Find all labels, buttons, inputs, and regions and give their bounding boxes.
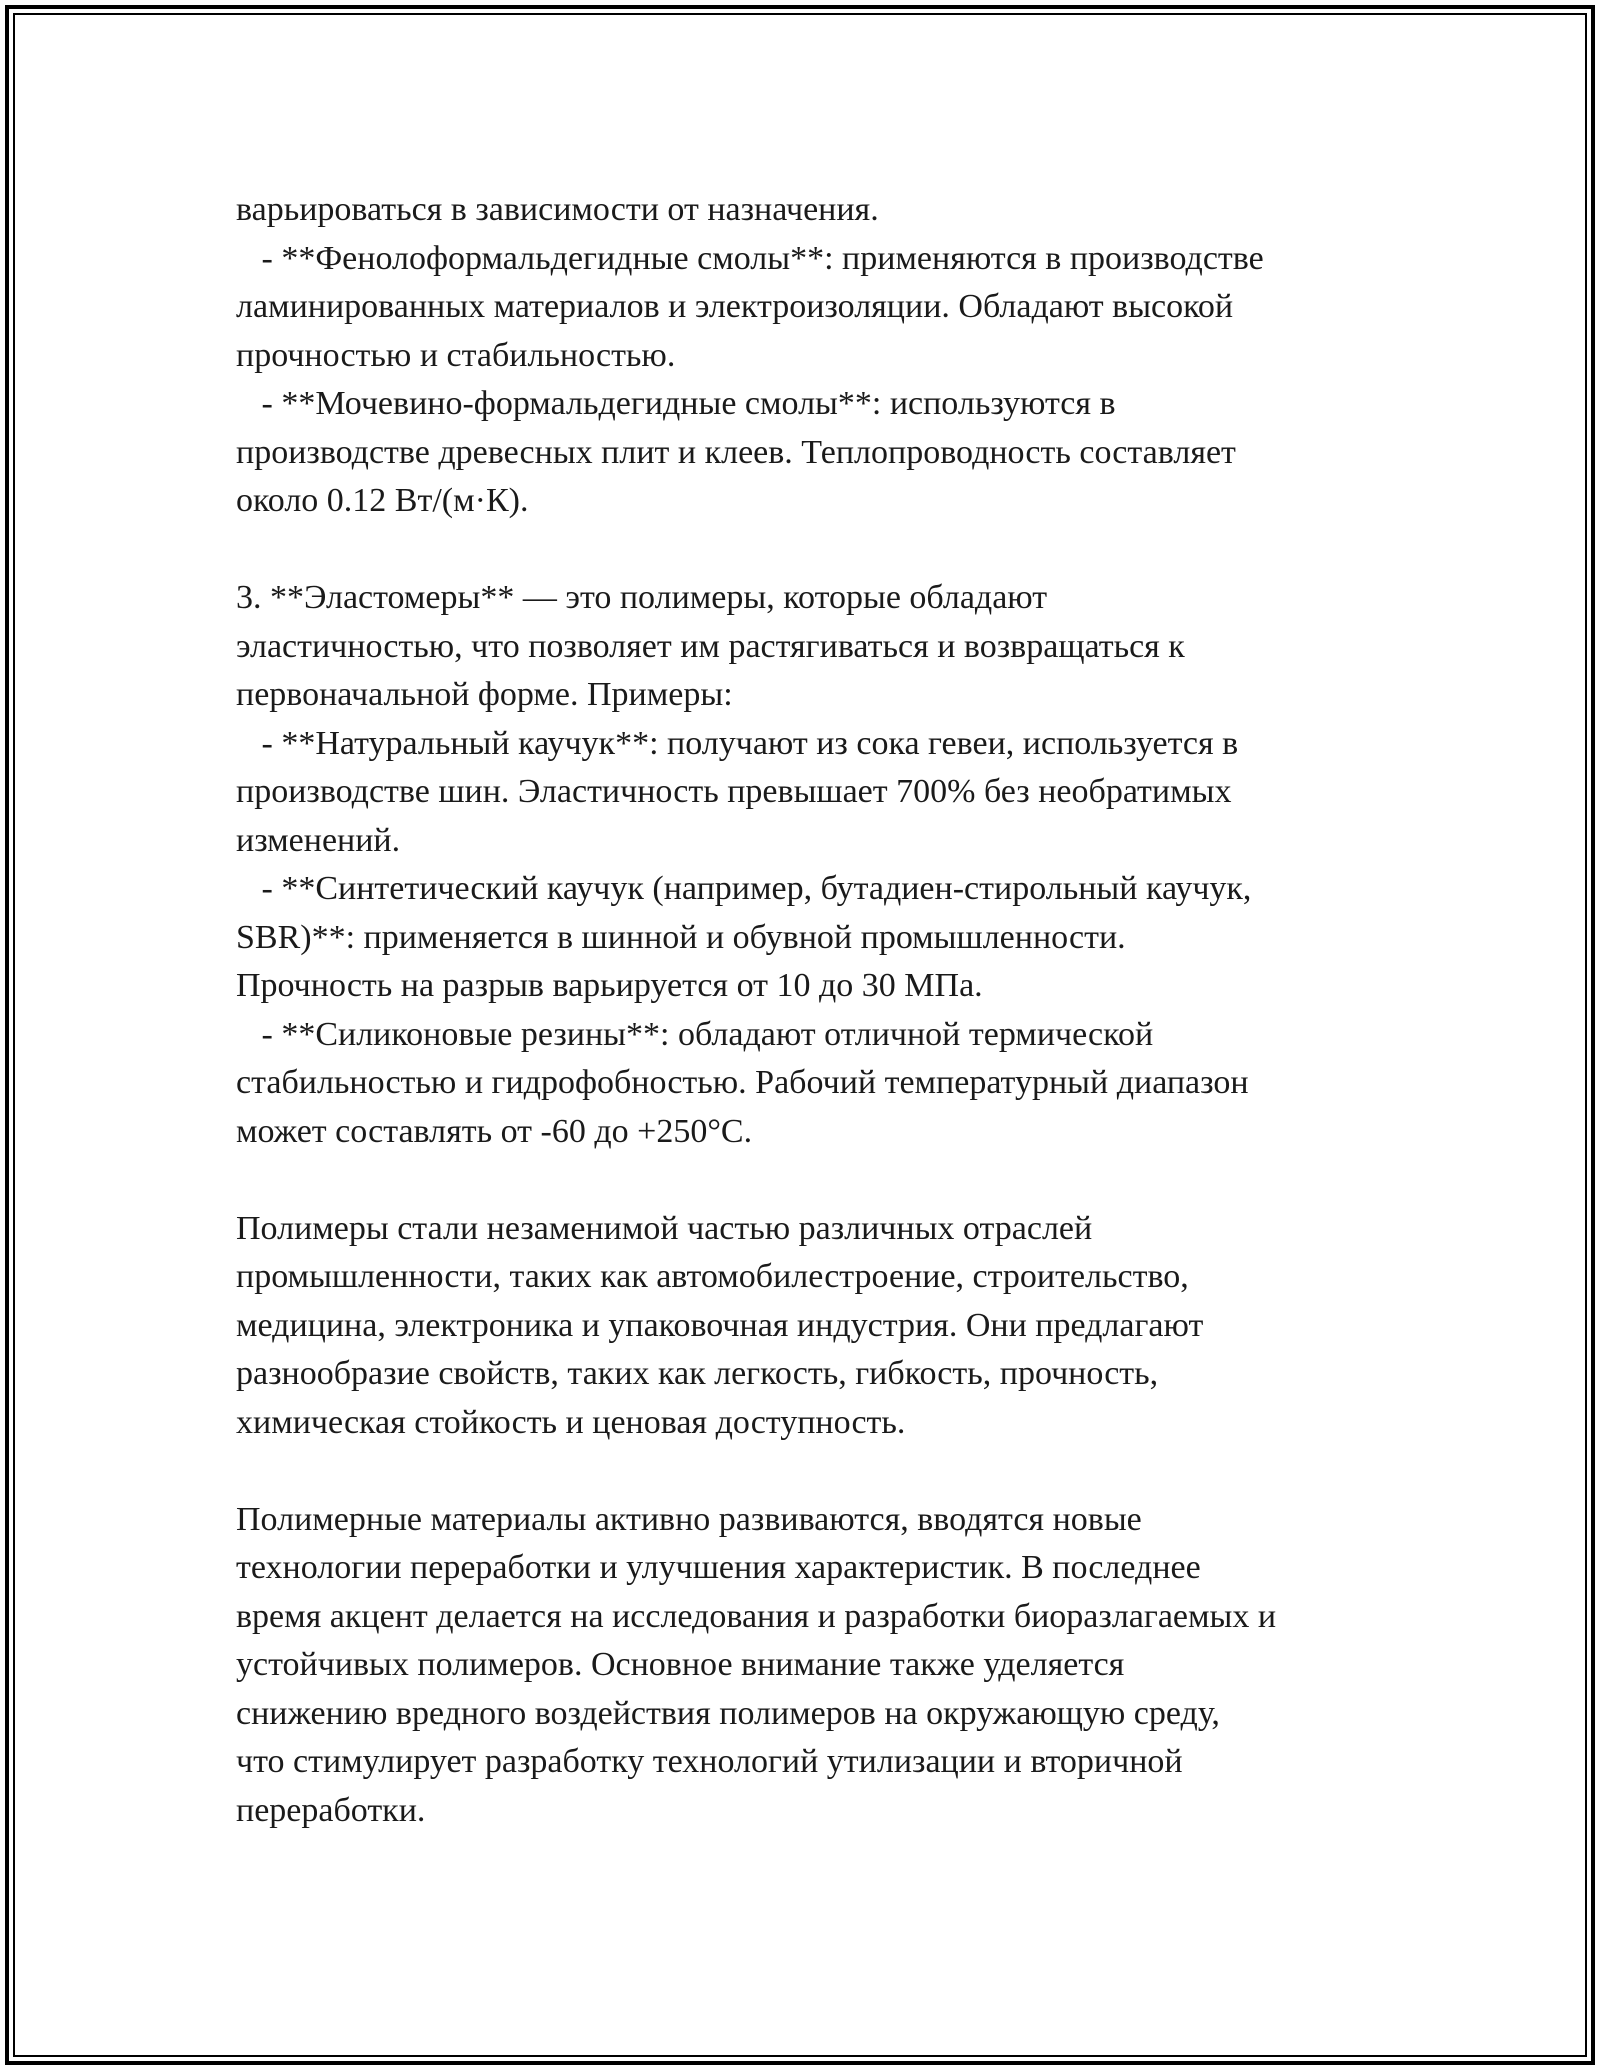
text-line: прочностью и стабильностью.	[236, 336, 676, 374]
text-line: первоначальной форме. Примеры:	[236, 676, 733, 713]
text-line: время акцент делается на исследования и разработки биоразлагаемых и	[236, 1597, 1277, 1635]
text-line: - **Фенолоформальдегидные смолы**: применяются в производстве	[236, 239, 1264, 277]
text-line: технологии переработки и улучшения характеристик. В последнее	[236, 1549, 1201, 1586]
text-line: SBR)**: применяется в шинной и обувной промышленности.	[236, 918, 1126, 956]
text-line: 3. **Эластомеры** — это полимеры, которые обладают	[236, 579, 1048, 616]
text-line: производстве шин. Эластичность превышает 700% без необратимых	[236, 773, 1232, 810]
text-line: - **Мочевино-формальдегидные смолы**: используются в	[236, 385, 1116, 422]
text-line: эластичностью, что позволяет им растягиваться и возвращаться к	[236, 627, 1185, 665]
text-line: ламинированных материалов и электроизоляции. Обладают высокой	[236, 288, 1234, 325]
text-line: стабильностью и гидрофобностью. Рабочий температурный диапазон	[236, 1064, 1249, 1101]
text-line: - **Синтетический каучук (например, бутадиен-стирольный каучук,	[236, 870, 1252, 907]
text-line: изменений.	[236, 821, 401, 859]
text-line: производстве древесных плит и клеев. Теплопроводность составляет	[236, 433, 1236, 471]
text-line: разнообразие свойств, таких как легкость, гибкость, прочность,	[236, 1355, 1159, 1392]
text-line: около 0.12 Вт/(м·К).	[236, 482, 529, 519]
text-line: может составлять от -60 до +250°C.	[236, 1112, 753, 1150]
text-line: медицина, электроника и упаковочная индустрия. Они предлагают	[236, 1306, 1204, 1344]
text-line: Полимерные материалы активно развиваются, вводятся новые	[236, 1500, 1142, 1538]
document-body	[236, 186, 1416, 1835]
text-line: варьироваться в зависимости от назначения.	[236, 191, 879, 228]
text-line: - **Силиконовые резины**: обладают отличной термической	[236, 1015, 1154, 1053]
paragraph-gap	[236, 1447, 1416, 1496]
text-line: устойчивых полимеров. Основное внимание также уделяется	[236, 1646, 1125, 1683]
text-line: переработки.	[236, 1791, 426, 1829]
text-line: промышленности, таких как автомобилестроение, строительство,	[236, 1258, 1189, 1295]
text-line: снижению вредного воздействия полимеров на окружающую среду,	[236, 1694, 1220, 1732]
text-line: Полимеры стали незаменимой частью различных отраслей	[236, 1209, 1093, 1247]
paragraph-gap	[236, 526, 1416, 575]
text-line: что стимулирует разработку технологий утилизации и вторичной	[236, 1743, 1183, 1780]
paragraph-gap	[236, 1156, 1416, 1205]
text-line: Прочность на разрыв варьируется от 10 до 30 МПа.	[236, 967, 983, 1004]
text-line: - **Натуральный каучук**: получают из сока гевеи, используется в	[236, 724, 1239, 762]
text-line: химическая стойкость и ценовая доступность.	[236, 1403, 906, 1441]
